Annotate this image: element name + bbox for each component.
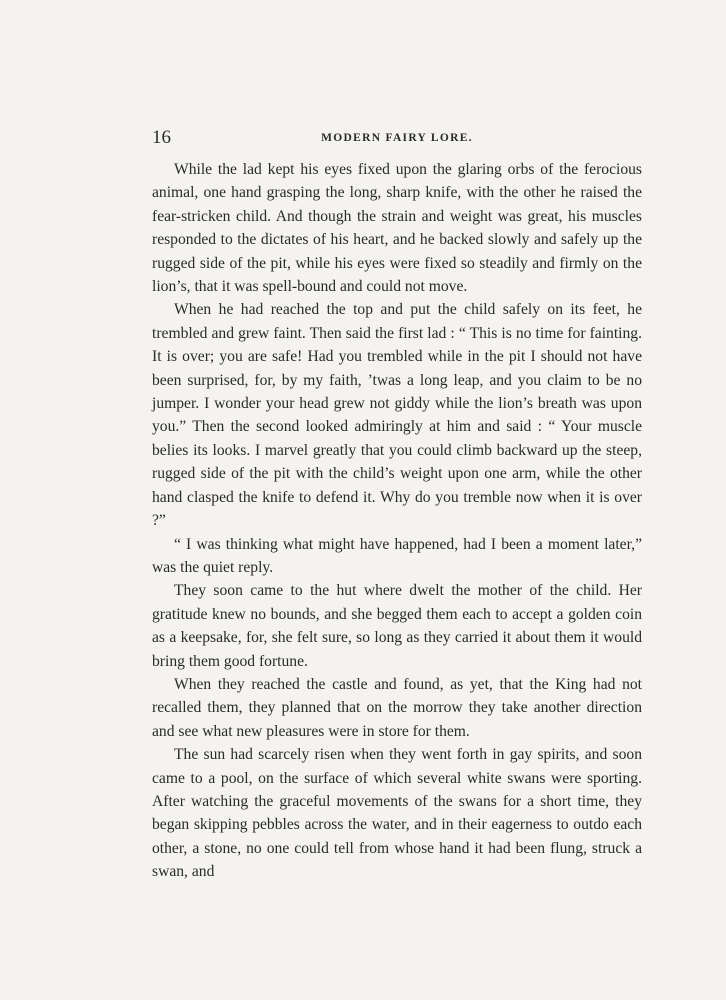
paragraph: While the lad kept his eyes fixed upon the glaring orbs of the ferocious animal, one hand grasping the long, sharp knife, with the other he raised the fear-stricken child. And though the strain and weight was great, his muscles responded to the dictates of his heart, and he backed slowly and safely up the rugged side of the pit, while his eyes were fixed so steadily and firmly on the lion’s, that it was spell-bound and could not move. (152, 161, 642, 296)
body-text (152, 158, 642, 884)
running-title: MODERN FAIRY LORE. (321, 132, 473, 144)
paragraph: “ I was thinking what might have happened, had I been a moment later,” was the quiet reply. (152, 535, 642, 576)
page-number: 16 (152, 127, 171, 148)
paragraph: When they reached the castle and found, as yet, that the King had not recalled them, they planned that on the morrow they take another direction and see what new pleasures were in store for them. (152, 675, 642, 740)
paragraph: They soon came to the hut where dwelt the mother of the child. Her gratitude knew no bounds, and she begged them each to accept a golden coin as a keepsake, for, she felt sure, so long as they carried it about them it would bring them good fortune. (152, 582, 642, 670)
paragraph: When he had reached the top and put the child safely on its feet, he trembled and grew faint. Then said the first lad : “ This is no time for fainting. It is over; you are safe! Had you trembled while in the pit I should not have been surprised, for, by my faith, ’twas a long leap, and you claim to be no jumper. I wonder your head grew not giddy while the lion’s breath was upon you.” Then the second looked admiringly at him and said : “ Your muscle belies its looks. I marvel greatly that you could climb backward up the steep, rugged side of the pit with the child’s weight upon one arm, while the other hand clasped the knife to defend it. Why do you tremble now when it is over ?” (152, 301, 642, 530)
paragraph: The sun had scarcely risen when they went forth in gay spirits, and soon came to a pool, on the surface of which several white swans were sporting. After watching the graceful movements of the swans for a short time, they began skipping pebbles across the water, and in their eagerness to outdo each other, a stone, no one could tell from whose hand it had been flung, struck a swan, and (152, 746, 642, 881)
running-head (152, 126, 642, 150)
